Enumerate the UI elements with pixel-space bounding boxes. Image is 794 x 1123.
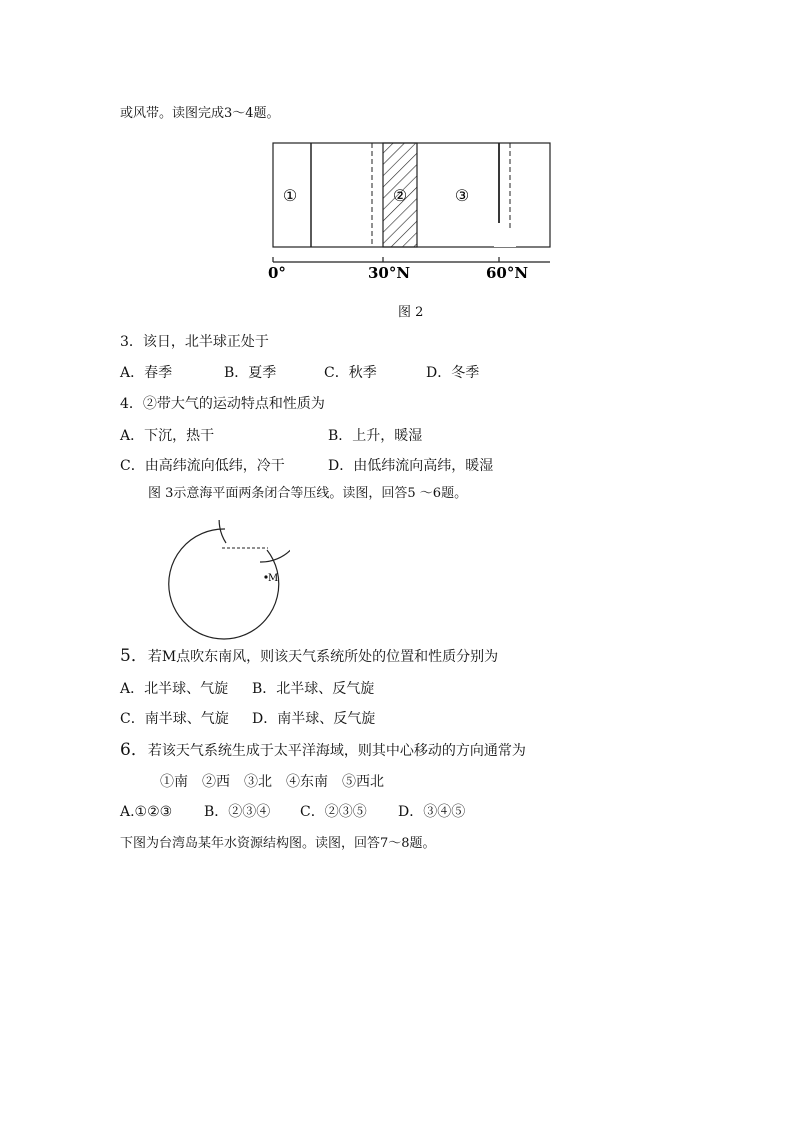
question-5-option-a: A．北半球、气旋 bbox=[120, 681, 229, 697]
latitude-label-60n: 60°N bbox=[486, 264, 529, 282]
intro-questions-7-8: 下图为台湾岛某年水资源结构图。读图，回答7～8题。 bbox=[120, 836, 436, 851]
question-6-choices: ①南 ②西 ③北 ④东南 ⑤西北 bbox=[160, 774, 384, 790]
intro-questions-5-6: 图 3示意海平面两条闭合等压线。读图，回答5 ～6题。 bbox=[148, 486, 468, 501]
question-4-option-b: B．上升，暖湿 bbox=[328, 428, 423, 444]
question-4-option-a: A．下沉，热干 bbox=[120, 428, 215, 444]
figure-2-pressure-belts bbox=[262, 138, 562, 288]
question-6-option-c: C．②③⑤ bbox=[300, 804, 367, 820]
inner-isobar bbox=[219, 520, 290, 562]
figure-2-caption: 图 2 bbox=[398, 305, 424, 320]
question-6-number: 6． bbox=[120, 740, 148, 760]
frame-gap bbox=[494, 230, 516, 247]
latitude-label-30n: 30°N bbox=[368, 264, 411, 282]
question-3-option-b: B．夏季 bbox=[224, 365, 277, 381]
zone-1-label: ① bbox=[282, 186, 298, 205]
question-6-option-b: B．②③④ bbox=[204, 804, 271, 820]
question-5-option-b: B．北半球、反气旋 bbox=[252, 681, 375, 697]
outer-isobar bbox=[169, 529, 279, 639]
question-5-option-d: D．南半球、反气旋 bbox=[252, 711, 376, 727]
question-3-stem: 3．该日，北半球正处于 bbox=[120, 334, 269, 350]
figure-3-isobars bbox=[150, 520, 290, 645]
question-6-option-a: A.①②③ bbox=[120, 804, 173, 820]
question-4-stem: 4．②带大气的运动特点和性质为 bbox=[120, 396, 325, 412]
question-6-stem bbox=[120, 742, 526, 760]
question-6-option-d: D．③④⑤ bbox=[398, 804, 466, 820]
question-5-number: 5． bbox=[120, 646, 148, 666]
question-3-option-d: D．冬季 bbox=[426, 365, 480, 381]
question-5-stem bbox=[120, 648, 498, 666]
question-4-option-c: C．由高纬流向低纬，冷干 bbox=[120, 458, 285, 474]
question-6-text: 若该天气系统生成于太平洋海域，则其中心移动的方向通常为 bbox=[147, 743, 526, 759]
question-3-option-c: C．秋季 bbox=[324, 365, 377, 381]
intro-questions-3-4: 或风带。读图完成3～4题。 bbox=[120, 106, 280, 121]
question-4-option-d: D．由低纬流向高纬，暖湿 bbox=[328, 458, 494, 474]
latitude-label-0: 0° bbox=[268, 264, 286, 282]
question-5-text: 若M点吹东南风，则该天气系统所处的位置和性质分别为 bbox=[147, 649, 499, 665]
zone-3-label: ③ bbox=[454, 186, 470, 205]
zone-2-label: ② bbox=[392, 186, 408, 205]
question-3-option-a: A．春季 bbox=[120, 365, 173, 381]
point-m-label: M bbox=[268, 573, 279, 584]
question-5-option-c: C．南半球、气旋 bbox=[120, 711, 229, 727]
